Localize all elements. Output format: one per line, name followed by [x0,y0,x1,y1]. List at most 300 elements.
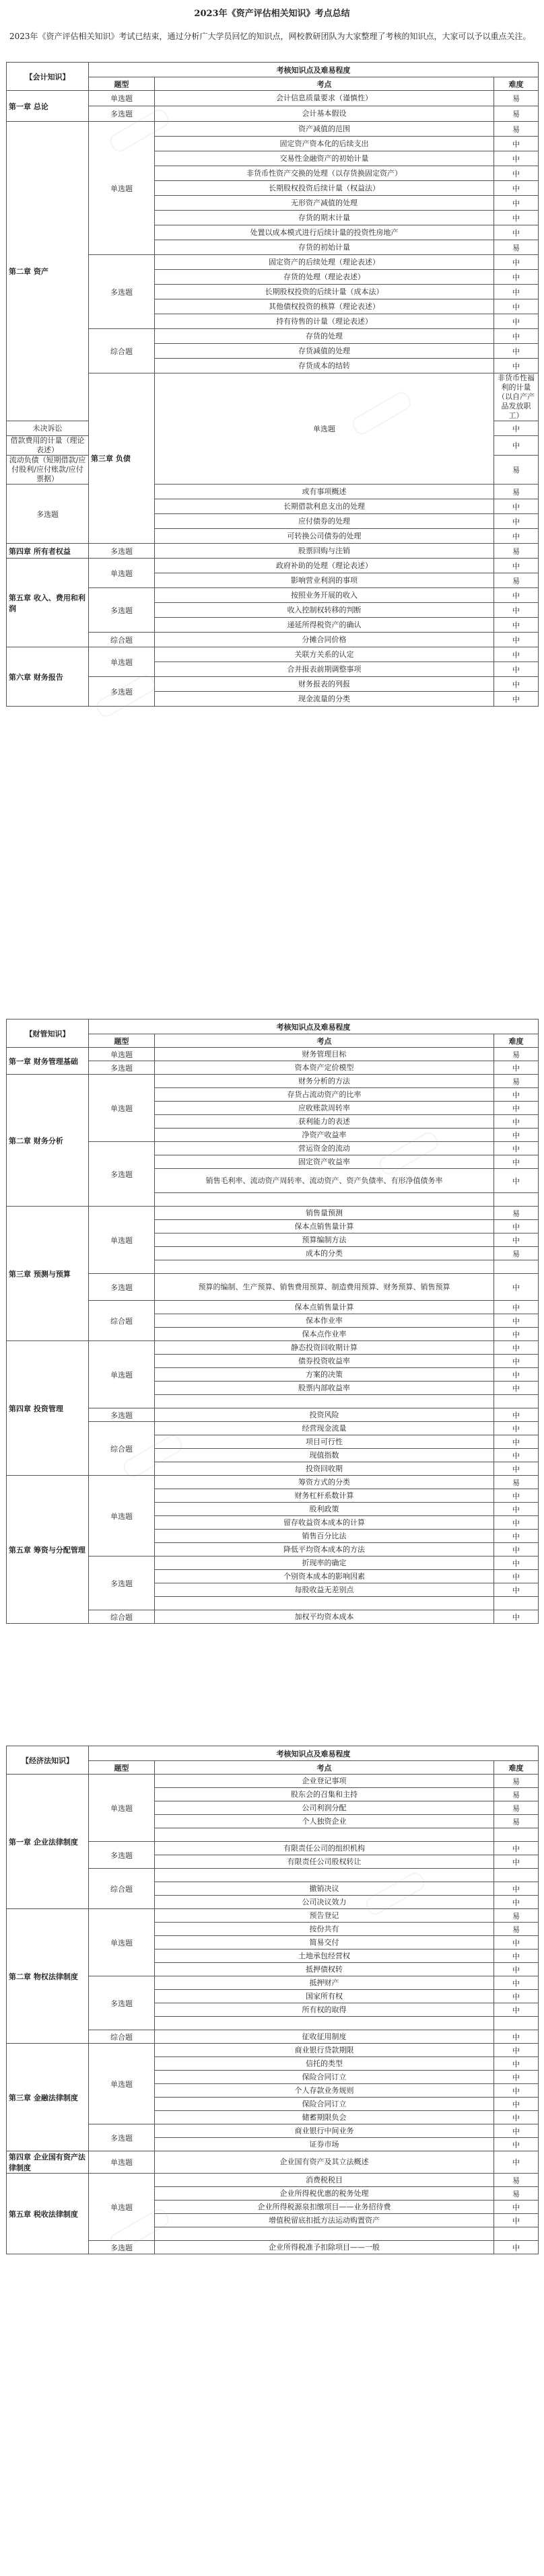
table-row [7,559,539,573]
knowledge-point-cell: 销售百分比法 [155,1530,494,1543]
difficulty-cell: 中 [494,166,539,181]
question-type-cell: 多选题 [89,544,155,559]
question-type-cell: 多选题 [89,588,155,633]
difficulty-cell: 中 [494,2084,539,2098]
knowledge-point-cell: 股东会的召集和主持 [155,1788,494,1801]
difficulty-cell [494,1597,539,1610]
question-type-cell: 多选题 [89,255,155,329]
knowledge-point-cell: 收入控制权转移的判断 [155,603,494,618]
knowledge-point-cell: 所有权的取得 [155,2003,494,2017]
difficulty-cell: 中 [494,588,539,603]
chapter-cell: 第二章 财务分析 [7,1075,89,1207]
difficulty-cell: 中 [494,1896,539,1909]
knowledge-point-cell: 企业所得税源泉扣缴项目——业务招待费 [155,2201,494,2214]
difficulty-cell: 中 [494,181,539,196]
difficulty-cell: 易 [494,1815,539,1828]
knowledge-point-cell: 债券投资收益率 [155,1355,494,1368]
question-type-cell: 综合题 [89,1422,155,1476]
knowledge-point-cell: 有限责任公司的组织机构 [155,1842,494,1855]
difficulty-cell: 易 [494,485,539,499]
knowledge-point-cell: 固定资产资本化的后续支出 [155,137,494,151]
difficulty-cell: 中 [494,603,539,618]
table-row [7,1476,539,1489]
difficulty-cell: 中 [494,1990,539,2003]
knowledge-point-cell: 增值税留底扣抵方法运动购置资产 [155,2214,494,2227]
difficulty-cell: 中 [494,647,539,662]
knowledge-point-cell: 财务分析的方法 [155,1075,494,1088]
difficulty-cell: 中 [494,359,539,373]
knowledge-point-cell: 筹资方式的分类 [155,1476,494,1489]
difficulty-cell: 中 [494,137,539,151]
question-type-cell: 单选题 [89,647,155,677]
difficulty-cell: 中 [494,1382,539,1395]
knowledge-point-cell: 现值指数 [155,1449,494,1462]
difficulty-cell: 中 [494,1422,539,1435]
knowledge-point-cell: 固定资产的后续处理（理论表述） [155,255,494,270]
table-row [7,647,539,662]
question-type-cell: 多选题 [89,1142,155,1207]
question-type-cell: 多选题 [89,2124,155,2151]
knowledge-point-cell: 预告登记 [155,1909,494,1923]
question-type-cell: 单选题 [89,2174,155,2241]
knowledge-point-cell: 简易交付 [155,1936,494,1949]
knowledge-point-cell: 非货币性资产交换的处理（以存货换固定资产） [155,166,494,181]
chapter-cell: 第二章 资产 [7,122,89,421]
knowledge-point-cell: 非货币性福利的计量（以自产产品发放职工） [494,373,539,421]
knowledge-point-cell: 消费税税目 [155,2174,494,2187]
difficulty-cell: 中 [494,662,539,677]
difficulty-cell: 中 [494,1355,539,1368]
knowledge-point-cell: 现金流量的分类 [155,692,494,707]
difficulty-cell: 中 [494,1115,539,1129]
difficulty-cell: 中 [494,225,539,240]
question-type-cell: 综合题 [89,1610,155,1624]
header-level: 难度 [494,77,539,91]
knowledge-point-cell [155,1869,494,1882]
difficulty-cell: 中 [494,514,539,529]
difficulty-cell: 易 [494,1075,539,1088]
difficulty-cell: 中 [494,1169,539,1193]
document-title: 2023年《资产评估相关知识》考点总结 [194,9,350,19]
question-type-cell: 综合题 [89,1301,155,1341]
knowledge-point-cell: 储蓄期限负会 [155,2111,494,2124]
difficulty-cell: 中 [494,1435,539,1449]
knowledge-point-cell: 政府补助的处理（理论表述） [155,559,494,573]
difficulty-cell: 易 [494,1048,539,1061]
knowledge-point-cell: 合并报表前期调整事项 [155,662,494,677]
difficulty-cell: 中 [494,1882,539,1896]
question-type-cell: 单选题 [89,2151,155,2174]
table-row [7,122,539,137]
knowledge-point-cell: 处置以成本模式进行后续计量的投资性房地产 [155,225,494,240]
header-point: 考点 [155,1761,494,1775]
knowledge-point-cell: 证券市场 [155,2138,494,2151]
difficulty-cell: 中 [494,314,539,329]
difficulty-cell: 中 [494,2124,539,2138]
difficulty-cell: 中 [494,1949,539,1963]
table-row [7,485,539,499]
chapter-cell: 第四章 投资管理 [7,1341,89,1476]
knowledge-point-cell: 关联方关系的认定 [155,647,494,662]
knowledge-point-cell: 财务报表的列报 [155,677,494,692]
difficulty-cell: 易 [494,456,539,485]
chapter-cell: 第一章 总论 [7,91,89,122]
chapter-cell: 第四章 企业国有资产法律制度 [7,2151,89,2174]
knowledge-point-cell: 按照业务开展的收入 [155,588,494,603]
knowledge-point-cell: 撤销决议 [155,1882,494,1896]
difficulty-cell: 中 [494,2098,539,2111]
difficulty-cell: 中 [494,618,539,633]
knowledge-point-cell: 财务管理目标 [155,1048,494,1061]
question-type-cell: 单选题 [89,91,155,106]
knowledge-point-cell: 财务杠杆系数计算 [155,1489,494,1503]
section-name: 【经济法知识】 [7,1746,89,1775]
table-row [7,91,539,106]
header-level: 难度 [494,1034,539,1048]
question-type-cell: 单选题 [89,1775,155,1842]
difficulty-cell: 中 [494,211,539,225]
knowledge-point-cell: 分摊合同价格 [155,633,494,647]
table-title: 考核知识点及难易程度 [89,1746,539,1761]
knowledge-point-cell: 递延所得税资产的确认 [155,618,494,633]
difficulty-cell: 易 [494,106,539,122]
difficulty-cell: 中 [494,285,539,299]
knowledge-point-cell: 抵押财产 [155,1976,494,1990]
knowledge-point-cell [155,1395,494,1408]
difficulty-cell: 中 [494,1408,539,1422]
section-name: 【会计知识】 [7,63,89,91]
knowledge-point-cell: 留存收益资本成本的计算 [155,1516,494,1530]
difficulty-cell: 易 [494,91,539,106]
knowledge-point-cell: 销售量预测 [155,1207,494,1220]
knowledge-point-cell: 商业银行中间业务 [155,2124,494,2138]
knowledge-point-cell: 其他债权投资的核算（理论表述） [155,299,494,314]
difficulty-cell: 中 [494,1583,539,1597]
header-type: 题型 [89,1034,155,1048]
table-row [7,1048,539,1061]
difficulty-cell: 中 [494,1963,539,1976]
knowledge-point-cell: 会计信息质量要求（谨慎性） [155,91,494,106]
knowledge-point-cell: 保本点作业率 [155,1328,494,1341]
difficulty-cell: 中 [494,2111,539,2124]
question-type-cell: 单选题 [89,1341,155,1408]
knowledge-point-cell: 抵押债权转 [155,1963,494,1976]
knowledge-point-cell: 存货的初始计量 [155,240,494,255]
knowledge-point-cell: 保本点销售量计算 [155,1301,494,1314]
knowledge-point-cell: 股利政策 [155,1503,494,1516]
knowledge-point-cell [155,1193,494,1207]
knowledge-point-cell: 企业登记事项 [155,1775,494,1788]
difficulty-cell: 中 [494,529,539,544]
difficulty-cell: 中 [494,329,539,344]
difficulty-cell: 中 [494,1233,539,1247]
knowledge-point-cell: 按份共有 [155,1923,494,1936]
knowledge-point-cell: 应付债券的处理 [155,514,494,529]
knowledge-point-cell: 销售毛利率、流动资产周转率、流动资产、资产负债率、有形净值债务率 [155,1169,494,1193]
knowledge-point-cell: 折现率的确定 [155,1557,494,1570]
difficulty-cell: 中 [494,1976,539,1990]
question-type-cell: 多选题 [89,1061,155,1075]
question-type-cell: 单选题 [89,1075,155,1142]
knowledge-point-cell: 存货成本的结转 [155,359,494,373]
knowledge-point-cell: 存货的处理 [155,329,494,344]
difficulty-cell: 中 [494,1543,539,1557]
question-type-cell: 多选题 [89,106,155,122]
question-type-cell: 单选题 [89,2044,155,2124]
knowledge-point-cell: 有限责任公司股权转让 [155,1855,494,1869]
knowledge-point-cell: 影响营业利润的事项 [155,573,494,588]
question-type-cell: 单选题 [89,1909,155,1976]
knowledge-point-cell: 个人独资企业 [155,1815,494,1828]
table-title: 考核知识点及难易程度 [89,1019,539,1034]
knowledge-point-cell: 降低平均资本成本的方法 [155,1543,494,1557]
difficulty-cell: 中 [494,2138,539,2151]
difficulty-cell: 易 [494,2174,539,2187]
knowledge-table [6,1746,539,2254]
knowledge-point-cell: 借款费用的计量（理论表述） [7,436,89,456]
chapter-cell: 第一章 财务管理基础 [7,1048,89,1075]
section-accounting [6,62,538,707]
question-type-cell: 综合题 [89,1869,155,1909]
knowledge-point-cell: 长期借款利息支出的处理 [155,499,494,514]
table-row [7,544,539,559]
chapter-cell: 第四章 所有者权益 [7,544,89,559]
knowledge-point-cell: 商业银行贷款期限 [155,2044,494,2057]
difficulty-cell: 中 [494,196,539,211]
knowledge-point-cell [155,2227,494,2241]
question-type-cell: 单选题 [89,559,155,588]
difficulty-cell: 中 [494,2044,539,2057]
difficulty-cell: 中 [494,2214,539,2227]
knowledge-point-cell: 无形资产减值的处理 [155,196,494,211]
knowledge-point-cell [155,1828,494,1842]
difficulty-cell: 中 [494,2201,539,2214]
knowledge-point-cell: 每股收益无差别点 [155,1583,494,1597]
difficulty-cell: 中 [494,1328,539,1341]
difficulty-cell: 中 [494,1489,539,1503]
knowledge-point-cell: 资产减值的范围 [155,122,494,137]
difficulty-cell [494,2017,539,2030]
chapter-cell: 第三章 负债 [89,373,155,544]
difficulty-cell: 中 [494,255,539,270]
difficulty-cell: 中 [494,2003,539,2017]
table-row [7,1775,539,1788]
header-point: 考点 [155,77,494,91]
difficulty-cell: 中 [494,2030,539,2044]
knowledge-point-cell: 获利能力的表述 [155,1115,494,1129]
difficulty-cell: 中 [494,436,539,456]
difficulty-cell: 中 [494,344,539,359]
difficulty-cell: 易 [494,1923,539,1936]
chapter-cell: 第六章 财务报告 [7,647,89,707]
chapter-cell: 第三章 预测与预算 [7,1207,89,1341]
knowledge-point-cell: 方案的决策 [155,1368,494,1382]
difficulty-cell [494,1260,539,1274]
difficulty-cell: 中 [494,1557,539,1570]
difficulty-cell [494,2227,539,2241]
intro-paragraph: 2023年《资产评估相关知识》考试已结束，通过分析广大学员回忆的知识点，网校教研团队为大家整理了考核的知识点，大家可以予以重点关注。 [9,32,531,41]
knowledge-point-cell: 股票回购与注销 [155,544,494,559]
knowledge-point-cell: 固定资产收益率 [155,1155,494,1169]
difficulty-cell: 中 [494,1449,539,1462]
difficulty-cell: 中 [494,2151,539,2174]
difficulty-cell: 易 [494,1801,539,1815]
difficulty-cell: 易 [494,240,539,255]
knowledge-point-cell: 或有事项概述 [155,485,494,499]
knowledge-point-cell [155,1260,494,1274]
knowledge-point-cell: 投资风险 [155,1408,494,1422]
difficulty-cell: 中 [494,1088,539,1102]
difficulty-cell [494,1869,539,1882]
difficulty-cell: 中 [494,1102,539,1115]
chapter-cell: 第五章 税收法律制度 [7,2174,89,2254]
difficulty-cell: 中 [494,1061,539,1075]
table-row [7,1207,539,1220]
difficulty-cell: 中 [494,299,539,314]
difficulty-cell: 中 [494,270,539,285]
chapter-cell: 第五章 收入、费用和利润 [7,559,89,647]
knowledge-point-cell: 持有待售的计量（理论表述） [155,314,494,329]
chapter-cell: 第一章 企业法律制度 [7,1775,89,1909]
knowledge-point-cell: 成本的分类 [155,1247,494,1260]
knowledge-point-cell: 未决诉讼 [7,421,89,436]
difficulty-cell: 中 [494,151,539,166]
knowledge-point-cell [155,1597,494,1610]
knowledge-point-cell: 存货减值的处理 [155,344,494,359]
knowledge-point-cell: 投资回收期 [155,1462,494,1476]
difficulty-cell: 中 [494,1610,539,1624]
knowledge-point-cell: 信托的类型 [155,2057,494,2071]
question-type-cell: 多选题 [89,1557,155,1610]
difficulty-cell: 中 [494,499,539,514]
knowledge-point-cell: 资本资产定价模型 [155,1061,494,1075]
question-type-cell: 多选题 [89,1408,155,1422]
question-type-cell: 单选题 [89,122,155,255]
difficulty-cell: 中 [494,2241,539,2254]
difficulty-cell: 中 [494,633,539,647]
difficulty-cell: 易 [494,1788,539,1801]
chapter-cell: 第二章 物权法律制度 [7,1909,89,2044]
knowledge-point-cell: 营运资金的流动 [155,1142,494,1155]
knowledge-point-cell: 公司决议效力 [155,1896,494,1909]
difficulty-cell: 中 [494,1570,539,1583]
difficulty-cell: 易 [494,1476,539,1489]
difficulty-cell: 中 [494,1142,539,1155]
question-type-cell: 多选题 [89,1842,155,1869]
knowledge-point-cell: 存货的处理（理论表述） [155,270,494,285]
knowledge-point-cell: 企业国有资产及其立法概述 [155,2151,494,2174]
difficulty-cell: 中 [494,692,539,707]
question-type-cell: 多选题 [89,1274,155,1301]
header-type: 题型 [89,1761,155,1775]
difficulty-cell: 中 [494,1301,539,1314]
knowledge-point-cell: 企业所得税优惠的税务处理 [155,2187,494,2201]
question-type-cell: 多选题 [89,1976,155,2030]
header-type: 题型 [89,77,155,91]
difficulty-cell: 易 [494,1207,539,1220]
difficulty-cell: 易 [494,2187,539,2201]
difficulty-cell: 中 [494,2071,539,2084]
difficulty-cell: 易 [494,544,539,559]
knowledge-point-cell [155,2017,494,2030]
knowledge-table [6,1019,539,1624]
knowledge-point-cell: 经营现金流量 [155,1422,494,1435]
difficulty-cell: 中 [494,1936,539,1949]
knowledge-point-cell: 净资产收益率 [155,1129,494,1142]
difficulty-cell: 中 [494,1530,539,1543]
difficulty-cell: 中 [494,1516,539,1530]
question-type-cell: 综合题 [89,633,155,647]
header-point: 考点 [155,1034,494,1048]
difficulty-cell: 中 [494,1462,539,1476]
question-type-cell: 多选题 [89,677,155,707]
chapter-cell: 第五章 筹资与分配管理 [7,1476,89,1624]
knowledge-point-cell: 应收账款周转率 [155,1102,494,1115]
difficulty-cell: 中 [494,677,539,692]
difficulty-cell: 中 [494,1341,539,1355]
table-row [7,2151,539,2174]
difficulty-cell [494,1193,539,1207]
difficulty-cell: 中 [494,1220,539,1233]
section-name: 【财管知识】 [7,1019,89,1048]
knowledge-point-cell: 项目可行性 [155,1435,494,1449]
knowledge-point-cell: 保本作业率 [155,1314,494,1328]
knowledge-point-cell: 预算编制方法 [155,1233,494,1247]
knowledge-table [6,62,539,707]
difficulty-cell [494,1828,539,1842]
difficulty-cell: 中 [494,1503,539,1516]
table-row [7,2174,539,2187]
knowledge-point-cell: 公司利润分配 [155,1801,494,1815]
knowledge-point-cell: 存货占流动资产的比率 [155,1088,494,1102]
knowledge-point-cell: 长期股权投资后续计量（权益法） [155,181,494,196]
difficulty-cell: 中 [494,1155,539,1169]
difficulty-cell: 中 [494,1314,539,1328]
table-row [7,1341,539,1355]
question-type-cell: 单选题 [155,373,494,485]
knowledge-point-cell: 交易性金融资产的初始计量 [155,151,494,166]
knowledge-point-cell: 存货的期末计量 [155,211,494,225]
question-type-cell: 单选题 [89,1207,155,1274]
knowledge-point-cell: 保险合同订立 [155,2098,494,2111]
table-row [7,1075,539,1088]
header-level: 难度 [494,1761,539,1775]
knowledge-point-cell: 国家所有权 [155,1990,494,2003]
knowledge-point-cell: 长期股权投资的后续计量（成本法） [155,285,494,299]
knowledge-point-cell: 保险合同订立 [155,2071,494,2084]
section-economic-law [6,1746,538,2254]
difficulty-cell: 易 [494,1909,539,1923]
difficulty-cell: 中 [494,1842,539,1855]
difficulty-cell: 易 [494,1775,539,1788]
table-row [7,1909,539,1923]
knowledge-point-cell: 加权平均资本成本 [155,1610,494,1624]
difficulty-cell: 中 [494,2057,539,2071]
knowledge-point-cell: 股票内部收益率 [155,1382,494,1395]
difficulty-cell: 中 [494,1855,539,1869]
knowledge-point-cell: 会计基本假设 [155,106,494,122]
knowledge-point-cell: 可转换公司债券的处理 [155,529,494,544]
knowledge-point-cell: 预算的编制、生产预算、销售费用预算、制造费用预算、财务预算、销售预算 [155,1274,494,1301]
question-type-cell: 多选题 [89,2241,155,2254]
difficulty-cell: 易 [494,1247,539,1260]
chapter-cell: 第三章 金融法律制度 [7,2044,89,2151]
section-financial-management [6,1019,538,1624]
difficulty-cell: 中 [494,559,539,573]
difficulty-cell: 中 [494,421,539,436]
knowledge-point-cell: 土地承包经营权 [155,1949,494,1963]
question-type-cell: 单选题 [89,1476,155,1557]
